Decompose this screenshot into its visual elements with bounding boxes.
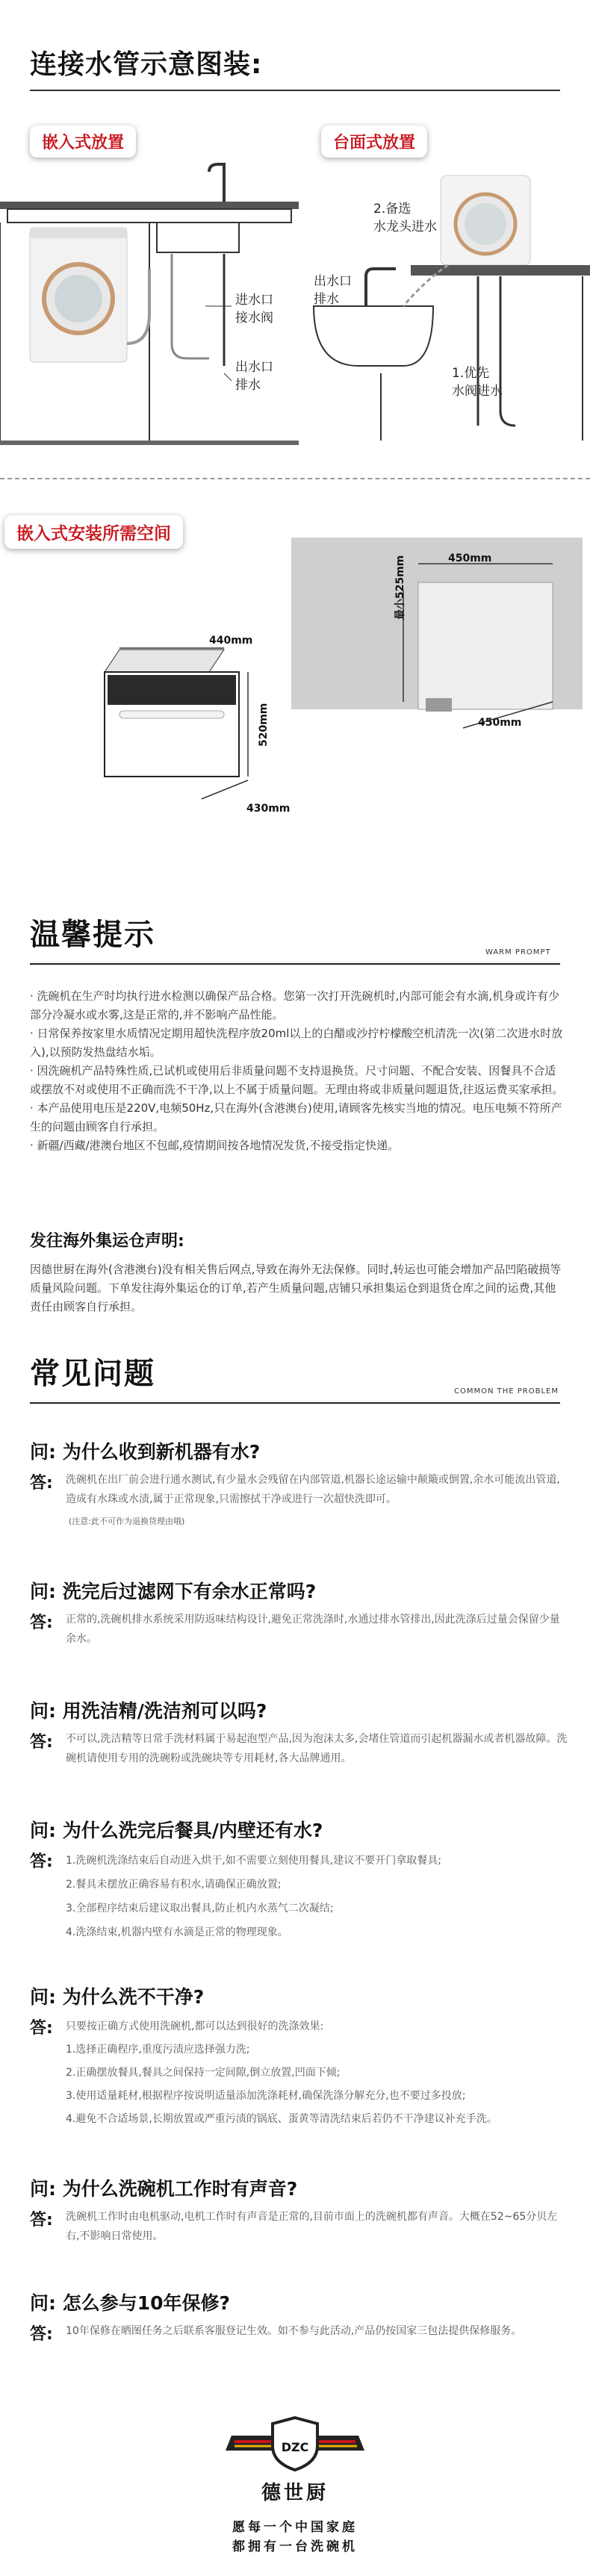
faq-answer: 3.全部程序结束后建议取出餐具,防止机内水蒸气二次凝结; <box>66 1903 334 1914</box>
label-outlet-line2: 排水 <box>235 378 261 393</box>
faq-item <box>30 2289 568 2345</box>
brand-slogan <box>0 2518 590 2557</box>
faq-answer: 洗碗机工作时由电机驱动,电机工作时有声音是正常的,目前市面上的洗碗机都有声音。大概在52~65分贝左右,不影响日常使用。 <box>66 2211 558 2242</box>
label-inlet-line1: 进水口 <box>235 293 273 308</box>
faq-item <box>30 1816 568 1944</box>
label-inlet-left <box>235 291 273 327</box>
faq-note: (注意:此不可作为退换货理由哦) <box>69 1516 185 1526</box>
dim-width-machine: 440mm <box>209 635 253 647</box>
faq-item <box>30 1577 568 1649</box>
dim-depth-right: 450mm <box>478 717 522 729</box>
a-prefix: 答: <box>30 2325 53 2344</box>
faq-answer: 1.洗碗机洗涤结束后自动进入烘干,如不需要立刻使用餐具,建议不要开门拿取餐具; <box>66 1855 441 1867</box>
faq-question: 洗完后过滤网下有余水正常吗? <box>62 1581 317 1602</box>
faq-answer: 不可以,洗洁精等日常手洗材料属于易起泡型产品,因为泡沫太多,会堵住管道而引起机器漏水或者机器故障。洗碗机请使用专用的洗碗粉或洗碗块等专用耗材,各大品牌通用。 <box>66 1733 568 1764</box>
q-prefix: 问: <box>30 1986 56 2008</box>
a-prefix: 答: <box>30 1474 53 1493</box>
faq-en-title: COMMON THE PROBLEM <box>454 1387 559 1396</box>
label-priority-line1: 1.优先 <box>452 366 490 381</box>
label-priority-line2: 水阀进水 <box>452 384 503 399</box>
faq-answer: 洗碗机在出厂前会进行通水测试,有少量水会残留在内部管道,机器长途运输中颠簸或倒置,余水可能流出管道,造成有水珠或水渍,属于正常现象,只需擦拭干净或进行一次超快洗即可。 <box>66 1474 560 1505</box>
label-outlet-left <box>235 358 273 394</box>
tip-item: · 日常保养按家里水质情况定期用超快洗程序放20ml以上的白醋或沙拧柠檬酸空机清洗一次(第二次进水时放入),以预防发热盘结水垢。 <box>30 1027 563 1059</box>
q-prefix: 问: <box>30 2178 56 2200</box>
label-alt-tap-line1: 2.备选 <box>373 202 412 217</box>
label-alt-tap <box>373 200 437 236</box>
faq-item <box>30 1982 568 2131</box>
faq-item <box>30 1696 568 1768</box>
tips-rule <box>30 963 560 965</box>
label-outlet-line1: 出水口 <box>235 360 273 375</box>
tag-space-required: 嵌入式安装所需空间 <box>4 515 183 549</box>
tip-item: · 新疆/西藏/港澳台地区不包邮,疫情期间按各地情况发货,不接受指定快递。 <box>30 1139 400 1152</box>
faq-question: 怎么参与10年保修? <box>62 2292 231 2314</box>
section-divider <box>0 478 590 481</box>
tag-embedded: 嵌入式放置 <box>30 125 136 158</box>
q-prefix: 问: <box>30 2292 56 2314</box>
dim-min-height: 最小525mm <box>394 555 406 620</box>
faq-question: 为什么洗碗机工作时有声音? <box>62 2178 298 2200</box>
faq-answer: 正常的,洗碗机排水系统采用防返味结构设计,避免正常洗涤时,水通过排水管排出,因此洗涤后过量会保留少量余水。 <box>66 1614 560 1645</box>
faq-title: 常见问题 <box>30 1357 155 1391</box>
title-underline <box>30 90 560 91</box>
tips-list <box>30 987 564 1155</box>
overseas-title: 发往海外集运仓声明: <box>30 1232 184 1251</box>
tips-en-title: WARM PROMPT <box>485 948 551 956</box>
overseas-text: 因德世厨在海外(含港澳台)没有相关售后网点,导致在海外无法保修。同时,转运也可能会增加产品凹陷破损等质量风险问题。下单发往海外集运仓的订单,若产生质量问题,店铺只承担集运仓到退货仓库之间的运费,其他责任由顾客自行承担。 <box>30 1263 562 1313</box>
label-outlet-right-line2: 排水 <box>314 292 339 307</box>
faq-question: 为什么洗完后餐具/内壁还有水? <box>62 1820 323 1841</box>
faq-answer: 2.正确摆放餐具,餐具之间保持一定间隙,倒立放置,凹面下倾; <box>66 2067 341 2079</box>
faq-answer: 10年保修在晒图任务之后联系客服登记生效。如不参与此活动,产品仍按国家三包法提供保修服务。 <box>66 2325 522 2337</box>
faq-item <box>30 2174 568 2246</box>
tip-item: · 本产品使用电压是220V,电频50Hz,只在海外(含港澳台)使用,请顾客先核实当地的情况。电压电频不符所产生的问题由顾客自行承担。 <box>30 1101 562 1133</box>
faq-answer: 3.使用适量耗材,根据程序按说明适量添加洗涤耗材,确保洗涤分解充分,也不要过多投放; <box>66 2090 466 2102</box>
faq-answer: 2.餐具未摆放正确容易有积水,请确保正确放置; <box>66 1879 282 1891</box>
dim-depth-machine: 430mm <box>246 803 291 815</box>
label-inlet-line2: 接水阀 <box>235 311 273 326</box>
q-prefix: 问: <box>30 1820 56 1841</box>
tips-title: 温馨提示 <box>30 918 155 952</box>
faq-answer: 只要按正确方式使用洗碗机,都可以达到很好的洗涤效果: <box>66 2020 324 2032</box>
q-prefix: 问: <box>30 1700 56 1722</box>
dim-height-machine: 520mm <box>258 703 270 747</box>
brand-name: 德世厨 <box>261 2482 329 2504</box>
tag-countertop: 台面式放置 <box>321 125 427 158</box>
label-alt-tap-line2: 水龙头进水 <box>373 220 437 234</box>
faq-question: 为什么洗不干净? <box>62 1986 205 2008</box>
q-prefix: 问: <box>30 1581 56 1602</box>
space-dimension-illustration <box>75 523 590 881</box>
faq-question: 为什么收到新机器有水? <box>62 1441 261 1463</box>
install-title: 连接水管示意图装: <box>30 49 263 80</box>
a-prefix: 答: <box>30 1852 53 1871</box>
faq-answer: 4.洗涤结束,机器内壁有水滴是正常的物理现象。 <box>66 1926 288 1938</box>
a-prefix: 答: <box>30 1614 53 1632</box>
label-outlet-right-line1: 出水口 <box>314 274 352 289</box>
a-prefix: 答: <box>30 2019 53 2038</box>
q-prefix: 问: <box>30 1441 56 1463</box>
a-prefix: 答: <box>30 2211 53 2230</box>
faq-answer: 1.选择正确程序,重度污渍应选择强力洗; <box>66 2044 250 2056</box>
tip-item: · 洗碗机在生产时均执行进水检测以确保产品合格。您第一次打开洗碗机时,内部可能会有水滴,机身或许有少部分冷凝水或水雾,这是正常的,并不影响产品性能。 <box>30 989 560 1021</box>
label-priority-valve <box>452 364 503 400</box>
brand-logo-text: DZC <box>281 2440 309 2454</box>
slogan-line: 愿每一个中国家庭 <box>232 2520 358 2535</box>
faq-item <box>30 1437 568 1531</box>
faq-rule <box>30 1402 560 1404</box>
tip-item: · 因洗碗机产品特殊性质,已试机或使用后非质量问题不支持退换货。尺寸问题、不配合安装、因餐具不合适或摆放不对或使用不正确而洗不干净,以上不属于质量问题。无理由将或非质量问题退货,往返运费买家承担。 <box>30 1064 564 1096</box>
slogan-line: 都拥有一台洗碗机 <box>232 2539 358 2554</box>
faq-question: 用洗洁精/洗洁剂可以吗? <box>62 1700 267 1722</box>
label-outlet-right <box>314 273 352 308</box>
faq-answer: 4.避免不合适场景,长期放置或严重污渍的锅底、蛋黄等清洗结束后若仍不干净建议补充手洗。 <box>66 2113 497 2125</box>
a-prefix: 答: <box>30 1733 53 1752</box>
dim-width-top: 450mm <box>448 553 492 564</box>
